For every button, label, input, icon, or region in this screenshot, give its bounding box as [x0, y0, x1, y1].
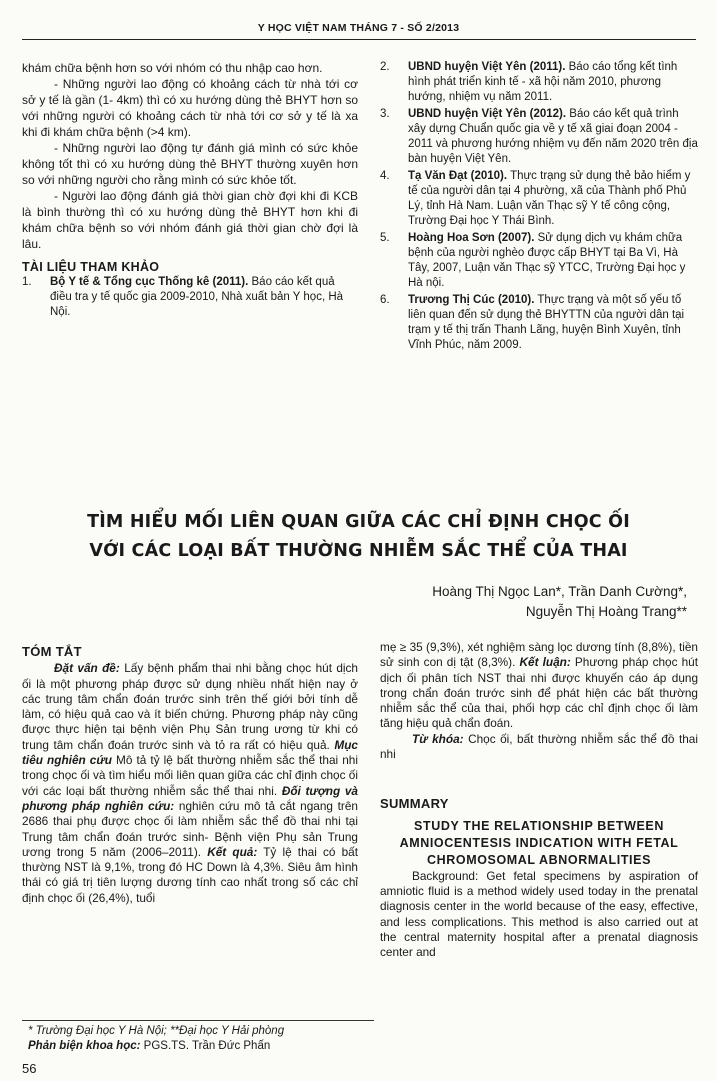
reference-number: 5. — [380, 232, 390, 244]
paragraph: - Người lao động đánh giá thời gian chờ đợi khi đi KCB là bình thường thì có xu hướng dùng thẻ BHYT hơn khi đi khám chữa bệnh so với nhóm đánh giá thời gian chờ đợi là lâu. — [22, 189, 358, 251]
reference-text: UBND huyện Việt Yên (2011). Báo cáo tổng kết tình hình phát triển kinh tế - xã hội năm 2010, phương hướng, nhiệm vụ năm 2011. — [408, 61, 678, 103]
reference-number: 4. — [380, 170, 390, 182]
reference-text: Hoàng Hoa Sơn (2007). Sử dụng dịch vụ khám chữa bệnh của người nghèo được cấp BHYT tại Ba Vì, Hà Tây, 2007, Luận văn Thạc sỹ YTCC, Trường Đại học y Hà nội. — [408, 232, 686, 289]
footnote — [28, 1024, 284, 1054]
header-rule — [22, 39, 696, 40]
top-right-column — [380, 60, 698, 353]
reference-text: Bộ Y tế & Tổng cục Thống kê (2011). Báo cáo kết quả điều tra y tế quốc gia 2009-2010, Nhà xuất bản Y học, Hà Nội. — [50, 276, 344, 318]
reference-number: 1. — [22, 276, 32, 288]
reference-item — [380, 60, 698, 105]
journal-header: Y HỌC VIỆT NAM THÁNG 7 - SỐ 2/2013 — [257, 22, 460, 34]
keywords: Từ khóa: Chọc ối, bất thường nhiễm sắc thể đồ thai nhi — [380, 731, 698, 762]
paragraph: khám chữa bệnh hơn so với nhóm có thu nhập cao hơn. — [22, 61, 323, 75]
references-heading: TÀI LIỆU THAM KHẢO — [22, 260, 160, 274]
paragraph: - Những người lao động tự đánh giá mình có sức khỏe không tốt thì có xu hướng dùng thẻ BHYT thường xuyên hơn so với những người cho rằng mình có sức khỏe tốt. — [22, 141, 358, 187]
summary-text: Background: Get fetal specimens by aspiration of amniotic fluid is a method widely used today in the prenatal diagnosis center in the world because of the easy, effective, and less complications. This method is also carried out at the central maternity hospital after a prenatal diagnosis center and — [380, 868, 698, 960]
abstract-heading: TÓM TẮT — [22, 644, 82, 659]
reference-text: UBND huyện Việt Yên (2012). Báo cáo kết quả trình xây dựng Chuẩn quốc gia về y tế xã giai đoạn 2004 - 2011 và phương hướng nhiệm vụ đến năm 2020 trên địa bàn huyện Việt Yên. — [408, 108, 698, 165]
article-title-line-2: VỚI CÁC LOẠI BẤT THƯỜNG NHIỄM SẮC THỂ CỦA THAI — [89, 541, 628, 561]
reference-item — [380, 107, 698, 167]
authors-line-1: Hoàng Thị Ngọc Lan*, Trần Danh Cường*, — [432, 584, 687, 599]
footnote-rule — [22, 1020, 374, 1021]
abstract-paragraph: Đặt vấn đề: Lấy bệnh phẩm thai nhi bằng chọc hút dịch ối là một phương pháp được sử dụng nhiều nhất hiện nay ở các trung tâm chẩn đoán trước sinh trên thế giới bởi tính dễ làm, có hiệu quả cao và ít biến chứng. Phương pháp này cũng được thực hiện tại bệnh viện Phụ Sản trung ương từ khi có trung tâm chẩn đoán trước sinh và tỏ ra rất có hiệu quả. Mục tiêu nghiên cứu Mô tả tỷ lệ bất thường nhiễm sắc thể thai nhi trong chọc ối và tìm hiểu mối liên quan giữa các chỉ định chọc ối với các loại bất thường nhiễm sắc thể thai nhi. Đối tượng và phương pháp nghiên cứu: nghiên cứu mô tả cắt ngang trên 2686 thai phụ được chọc ối làm nhiễm sắc thể đồ thai nhi tại Trung tâm chẩn đoán trước sinh- Bệnh viện Phụ sản Trung ương trong 5 năm (2006–2011). Kết quả: Tỷ lệ thai có bất thường NST là 9,1%, trong đó HC Down là 4,3%. Siêu âm hình thái có giá trị tiên lượng dương tính cao nhất trong số các chỉ định chọc ối (26,4%), tuổi — [22, 661, 358, 905]
affiliations: * Trường Đại học Y Hà Nội; **Đại học Y Hải phòng — [28, 1025, 285, 1037]
top-left-column — [22, 60, 358, 320]
reference-number: 3. — [380, 108, 390, 120]
reference-number: 6. — [380, 294, 390, 306]
authors — [432, 582, 687, 622]
reference-text: Tạ Văn Đạt (2010). Thực trạng sử dụng thẻ bảo hiểm y tế của người dân tại 4 phường, xã của Thành phố Phủ Lý, tỉnh Hà Nam. Luận văn Thạc sỹ Y tế công cộng, Trường Đại học Y Thái Bình. — [408, 170, 691, 227]
reference-item — [380, 293, 698, 353]
reference-item — [22, 275, 358, 320]
abstract-continuation: mẹ ≥ 35 (9,3%), xét nghiệm sàng lọc dương tính (8,8%), tiền sử sinh con dị tật (8,3%). Kết luận: Phương pháp chọc hút dịch ối phân tích NST thai nhi được khuyến cáo áp dụng trong chẩn đoán trước sinh để phát hiện các bất thường nhiễm sắc thể của thai, phối hợp các chỉ định chọc ối làm tăng hiệu quả chẩn đoán. — [380, 640, 699, 731]
reference-item — [380, 169, 698, 229]
page-number: 56 — [22, 1061, 37, 1076]
reference-number: 2. — [380, 61, 390, 73]
reference-text: Trương Thị Cúc (2010). Thực trạng và một số yếu tố liên quan đến sử dụng thẻ BHYTTN của người dân tại trạm y tế thị trấn Thanh Lãng, huyện Bình Xuyên, tỉnh Vĩnh Phúc, năm 2009. — [408, 294, 685, 351]
abstract-left-column — [22, 644, 358, 906]
summary-heading: SUMMARY — [380, 796, 449, 812]
abstract-right-column — [380, 640, 698, 960]
authors-line-2: Nguyễn Thị Hoàng Trang** — [525, 604, 687, 619]
summary-title: STUDY THE RELATIONSHIP BETWEEN AMNIOCENTESIS INDICATION WITH FETAL CHROMOSOMAL ABNORMALITIES — [399, 818, 679, 867]
article-title-line-1: TÌM HIỂU MỐI LIÊN QUAN GIỮA CÁC CHỈ ĐỊNH CHỌC ỐI — [87, 512, 630, 532]
paragraph: - Những người lao động có khoảng cách từ nhà tới cơ sở y tế là gần (1- 4km) thì có xu hướng dùng thẻ BHYT hơn so với những người có khoảng cách từ nhà tới cơ sở y tế là xa khi đi khám chữa bệnh (>4 km). — [22, 77, 358, 139]
reference-item — [380, 231, 698, 291]
reviewer: Phản biện khoa học: PGS.TS. Trần Đức Phấn — [28, 1040, 271, 1052]
